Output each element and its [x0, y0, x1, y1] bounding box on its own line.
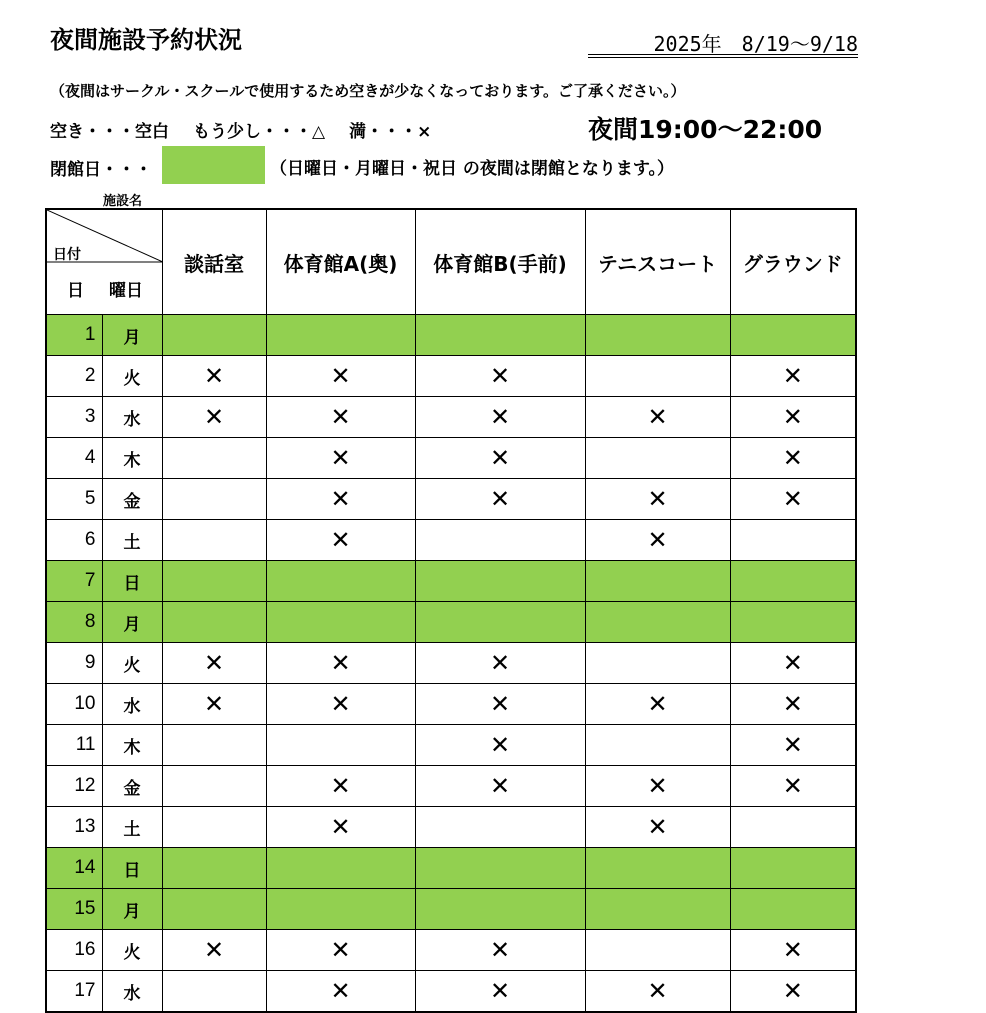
status-cell: ✕	[266, 643, 415, 684]
table-row	[46, 479, 856, 520]
weekday-cell: 日	[102, 848, 162, 889]
status-cell	[585, 848, 730, 889]
status-cell	[585, 356, 730, 397]
status-cell	[162, 889, 266, 930]
status-cell	[162, 848, 266, 889]
legend-few: もう少し・・・△	[193, 122, 326, 142]
status-cell: ✕	[415, 725, 585, 766]
status-cell	[266, 602, 415, 643]
night-hours: 夜間19:00〜22:00	[588, 115, 823, 144]
legend	[50, 117, 431, 142]
status-cell: ✕	[162, 356, 266, 397]
status-cell: ✕	[266, 766, 415, 807]
status-cell: ✕	[730, 766, 856, 807]
status-cell	[415, 520, 585, 561]
status-cell: ✕	[730, 356, 856, 397]
closed-day-label: 閉館日・・・	[50, 160, 152, 180]
table-row	[46, 807, 856, 848]
status-cell	[585, 889, 730, 930]
weekday-cell: 土	[102, 807, 162, 848]
status-cell	[585, 602, 730, 643]
weekday-cell: 金	[102, 766, 162, 807]
status-cell: ✕	[266, 356, 415, 397]
status-cell: ✕	[415, 356, 585, 397]
status-cell: ✕	[162, 397, 266, 438]
status-cell	[162, 561, 266, 602]
status-cell: ✕	[415, 397, 585, 438]
status-cell	[730, 807, 856, 848]
day-cell: 17	[46, 971, 102, 1013]
status-cell: ✕	[266, 438, 415, 479]
status-cell: ✕	[585, 684, 730, 725]
status-cell: ✕	[730, 479, 856, 520]
status-cell	[415, 602, 585, 643]
weekday-cell: 日	[102, 561, 162, 602]
day-cell: 4	[46, 438, 102, 479]
status-cell: ✕	[585, 520, 730, 561]
status-cell	[162, 315, 266, 356]
status-cell: ✕	[730, 725, 856, 766]
weekday-cell: 木	[102, 438, 162, 479]
status-cell	[585, 438, 730, 479]
day-cell: 12	[46, 766, 102, 807]
usage-note: （夜間はサークル・スクールで使用するため空きが少なくなっております。ご了承ください。）	[50, 82, 686, 100]
day-cell: 13	[46, 807, 102, 848]
day-cell: 3	[46, 397, 102, 438]
status-cell	[730, 602, 856, 643]
status-cell: ✕	[585, 397, 730, 438]
day-cell: 15	[46, 889, 102, 930]
facility-header: 体育館B(手前)	[415, 209, 585, 315]
header-row	[46, 209, 856, 315]
period-range: 2025年 8/19〜9/18	[653, 32, 858, 56]
status-cell	[266, 315, 415, 356]
status-cell: ✕	[585, 479, 730, 520]
page-title: 夜間施設予約状況	[50, 26, 242, 54]
table-row	[46, 848, 856, 889]
day-cell: 11	[46, 725, 102, 766]
day-cell: 10	[46, 684, 102, 725]
status-cell	[162, 807, 266, 848]
col-weekday-header: 曜日	[109, 281, 143, 301]
status-cell	[162, 479, 266, 520]
corner-cell	[46, 209, 162, 315]
weekday-cell: 月	[102, 315, 162, 356]
day-cell: 14	[46, 848, 102, 889]
status-cell	[266, 889, 415, 930]
table-row	[46, 397, 856, 438]
closed-day-note: （日曜日・月曜日・祝日 の夜間は閉館となります。）	[270, 159, 675, 179]
status-cell	[266, 725, 415, 766]
facility-header: 談話室	[162, 209, 266, 315]
status-cell	[266, 561, 415, 602]
facility-header: グラウンド	[730, 209, 856, 315]
status-cell: ✕	[585, 766, 730, 807]
col-day-header: 日	[67, 281, 84, 301]
status-cell: ✕	[415, 930, 585, 971]
reservation-table	[45, 208, 857, 1013]
weekday-cell: 火	[102, 930, 162, 971]
day-cell: 8	[46, 602, 102, 643]
status-cell: ✕	[415, 479, 585, 520]
weekday-cell: 水	[102, 971, 162, 1013]
weekday-cell: 金	[102, 479, 162, 520]
status-cell	[162, 602, 266, 643]
status-cell	[415, 889, 585, 930]
status-cell: ✕	[415, 684, 585, 725]
table-row	[46, 520, 856, 561]
weekday-cell: 木	[102, 725, 162, 766]
status-cell: ✕	[415, 438, 585, 479]
day-cell: 5	[46, 479, 102, 520]
status-cell: ✕	[585, 971, 730, 1013]
table-row	[46, 684, 856, 725]
status-cell: ✕	[266, 807, 415, 848]
status-cell: ✕	[415, 766, 585, 807]
status-cell: ✕	[266, 930, 415, 971]
status-cell: ✕	[730, 930, 856, 971]
table-row	[46, 438, 856, 479]
status-cell	[730, 315, 856, 356]
status-cell	[415, 315, 585, 356]
table-row	[46, 889, 856, 930]
status-cell: ✕	[162, 684, 266, 725]
facility-header: テニスコート	[585, 209, 730, 315]
status-cell: ✕	[266, 520, 415, 561]
corner-date-label: 日付	[53, 247, 81, 263]
facility-caption: 施設名	[103, 194, 143, 209]
status-cell	[266, 848, 415, 889]
status-cell: ✕	[266, 684, 415, 725]
table-row	[46, 356, 856, 397]
status-cell: ✕	[162, 930, 266, 971]
status-cell: ✕	[415, 643, 585, 684]
status-cell	[585, 561, 730, 602]
facility-header: 体育館A(奥)	[266, 209, 415, 315]
status-cell: ✕	[266, 397, 415, 438]
table-row	[46, 561, 856, 602]
status-cell	[162, 520, 266, 561]
status-cell	[585, 725, 730, 766]
status-cell: ✕	[585, 807, 730, 848]
status-cell	[730, 561, 856, 602]
status-cell: ✕	[162, 643, 266, 684]
status-cell	[730, 889, 856, 930]
weekday-cell: 水	[102, 397, 162, 438]
weekday-cell: 水	[102, 684, 162, 725]
weekday-cell: 月	[102, 889, 162, 930]
table-row	[46, 971, 856, 1013]
status-cell	[415, 848, 585, 889]
weekday-cell: 火	[102, 643, 162, 684]
day-cell: 1	[46, 315, 102, 356]
status-cell	[162, 438, 266, 479]
status-cell	[730, 848, 856, 889]
status-cell: ✕	[266, 971, 415, 1013]
closed-day-swatch	[162, 146, 265, 184]
status-cell: ✕	[266, 479, 415, 520]
status-cell: ✕	[730, 438, 856, 479]
weekday-cell: 月	[102, 602, 162, 643]
day-cell: 9	[46, 643, 102, 684]
day-cell: 7	[46, 561, 102, 602]
status-cell: ✕	[730, 643, 856, 684]
weekday-cell: 土	[102, 520, 162, 561]
day-cell: 6	[46, 520, 102, 561]
status-cell: ✕	[730, 971, 856, 1013]
status-cell	[162, 971, 266, 1013]
table-row	[46, 602, 856, 643]
legend-vacant: 空き・・・空白	[50, 122, 169, 142]
table-row	[46, 315, 856, 356]
status-cell	[415, 561, 585, 602]
status-cell: ✕	[415, 971, 585, 1013]
status-cell	[585, 930, 730, 971]
table-row	[46, 725, 856, 766]
day-cell: 2	[46, 356, 102, 397]
status-cell	[162, 766, 266, 807]
status-cell	[585, 315, 730, 356]
table-row	[46, 643, 856, 684]
table-row	[46, 930, 856, 971]
status-cell: ✕	[730, 397, 856, 438]
legend-full: 満・・・×	[349, 122, 432, 142]
status-cell	[585, 643, 730, 684]
status-cell	[730, 520, 856, 561]
status-cell	[415, 807, 585, 848]
weekday-cell: 火	[102, 356, 162, 397]
day-cell: 16	[46, 930, 102, 971]
period-underline-double	[588, 57, 858, 58]
status-cell	[162, 725, 266, 766]
period-underline	[588, 54, 858, 55]
status-cell: ✕	[730, 684, 856, 725]
table-row	[46, 766, 856, 807]
